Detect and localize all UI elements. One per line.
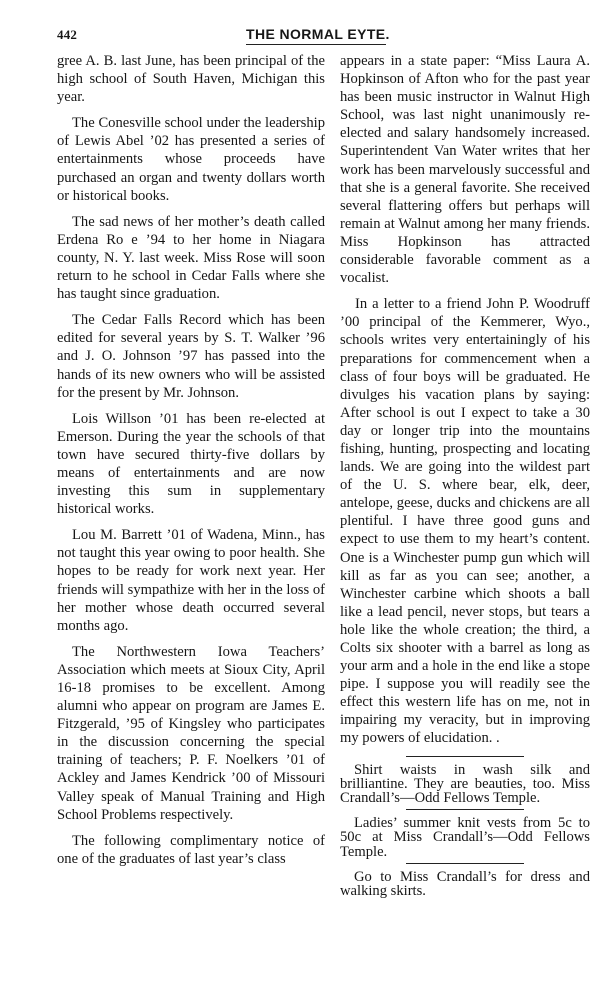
advertisements: [340, 756, 590, 899]
paragraph-laura-hopkinson: appears in a state paper: “Miss Laura A. Hopkinson of Afton who for the past year has been music instructor in Walnut High School, was last night unanimously re-elected and salary handsomely increased. Superintendent Van Water writes that her work has been marvelously successful and that she is a general favorite. She received several flattering offers but perhaps will remain at Walnut among her many friends. Miss Hopkinson has attracted considerable favorable comment as a vocalist.: [340, 53, 590, 287]
paragraph-conesville-school: The Conesville school under the leadership of Lewis Abel ’02 has presented a series of entertainments whose proceeds have purchased an organ and twenty dollars worth or historical books.: [57, 115, 325, 204]
paragraph-complimentary-notice: The following complimentary notice of one of the graduates of last year’s class: [57, 832, 325, 867]
paragraph-erdena-rose: The sad news of her mother’s death called Erdena Ro e ’94 to her home in Niagara county, N. Y. last week. Miss Rose will soon return to he school in Cedar Falls where she has taught since graduation.: [57, 213, 325, 303]
left-column: [57, 52, 325, 876]
paragraph-woodruff-letter: In a letter to a friend John P. Woodruff ’00 principal of the Kemmerer, Wyo., schools writes very entertainingly of his preparations for commencement when a class of four boys will be graduated. He divulges his vacation plans by saying: After school is out I expect to take a 30 day or longer trip into the mountains fishing, hunting, prospecting and locating lands. We are going into the wildest part of the U. S. where bear, elk, deer, antelope, geese, ducks and chickens are all plentiful. I have three good guns and expect to use them to my heart’s content. One is a Winchester pump gun which will kill as far as you can see; another, a Winchester carbine which shoots a ball like a lead pencil, never stops, but tears a hole like the whole creation; the third, a Colts six shooter with a barrel as long as your arm and a hole in the end like a stope pipe. I suppose you will readily see the effect this western life has on me, not in impairing my veracity, but in improving my powers of elucidation. .: [340, 296, 590, 747]
divider-rule: [406, 809, 524, 810]
paragraph-lou-barrett: Lou M. Barrett ’01 of Wadena, Minn., has not taught this year owing to poor health. She hopes to be ready for work next year. Her friends will sympathize with her in the loss of her mother whose death occurred several months ago.: [57, 527, 325, 634]
ad-knit-vests: Ladies’ summer knit vests from 5c to 50c at Miss Crandall’s—Odd Fellows Temple.: [340, 815, 590, 860]
divider-rule: [406, 863, 524, 864]
divider-rule: [406, 756, 524, 757]
paragraph-lois-willson: Lois Willson ’01 has been re-elected at Emerson. During the year the schools of that town have secured thirty-five dollars by means of entertainments and are now investing this sum in supplementary historical works.: [57, 410, 325, 518]
right-column: [340, 52, 590, 902]
ad-dress-skirts: Go to Miss Crandall’s for dress and walking skirts.: [340, 868, 590, 899]
page-header: [57, 24, 590, 46]
running-title: THE NORMAL EYTE.: [246, 26, 386, 45]
page-number: 442: [57, 27, 78, 42]
paragraph-cedar-falls-record: The Cedar Falls Record which has been edited for several years by S. T. Walker ’96 and J. O. Johnson ’97 has passed into the hands of its new owners who will be assisted for the present by Mr. Johnson.: [57, 312, 325, 401]
paragraph-principal-south-haven: gree A. B. last June, has been principal of the high school of South Haven, Michigan this year.: [57, 53, 325, 106]
ad-shirt-waists: Shirt waists in wash silk and brilliantine. They are beauties, too. Miss Crandall’s—Odd Fellows Temple.: [340, 761, 590, 806]
paragraph-teachers-association: The Northwestern Iowa Teachers’ Association which meets at Sioux City, April 16-18 promises to be excellent. Among alumni who appear on program are James E. Fitzgerald, ’95 of Kingsley who participates in the discussion concerning the special training of teachers; P. F. Noelkers ’01 of Ackley and James Kendrick ’00 of Missouri Valley speak of Manual Training and High School Problems respectively.: [57, 643, 325, 823]
